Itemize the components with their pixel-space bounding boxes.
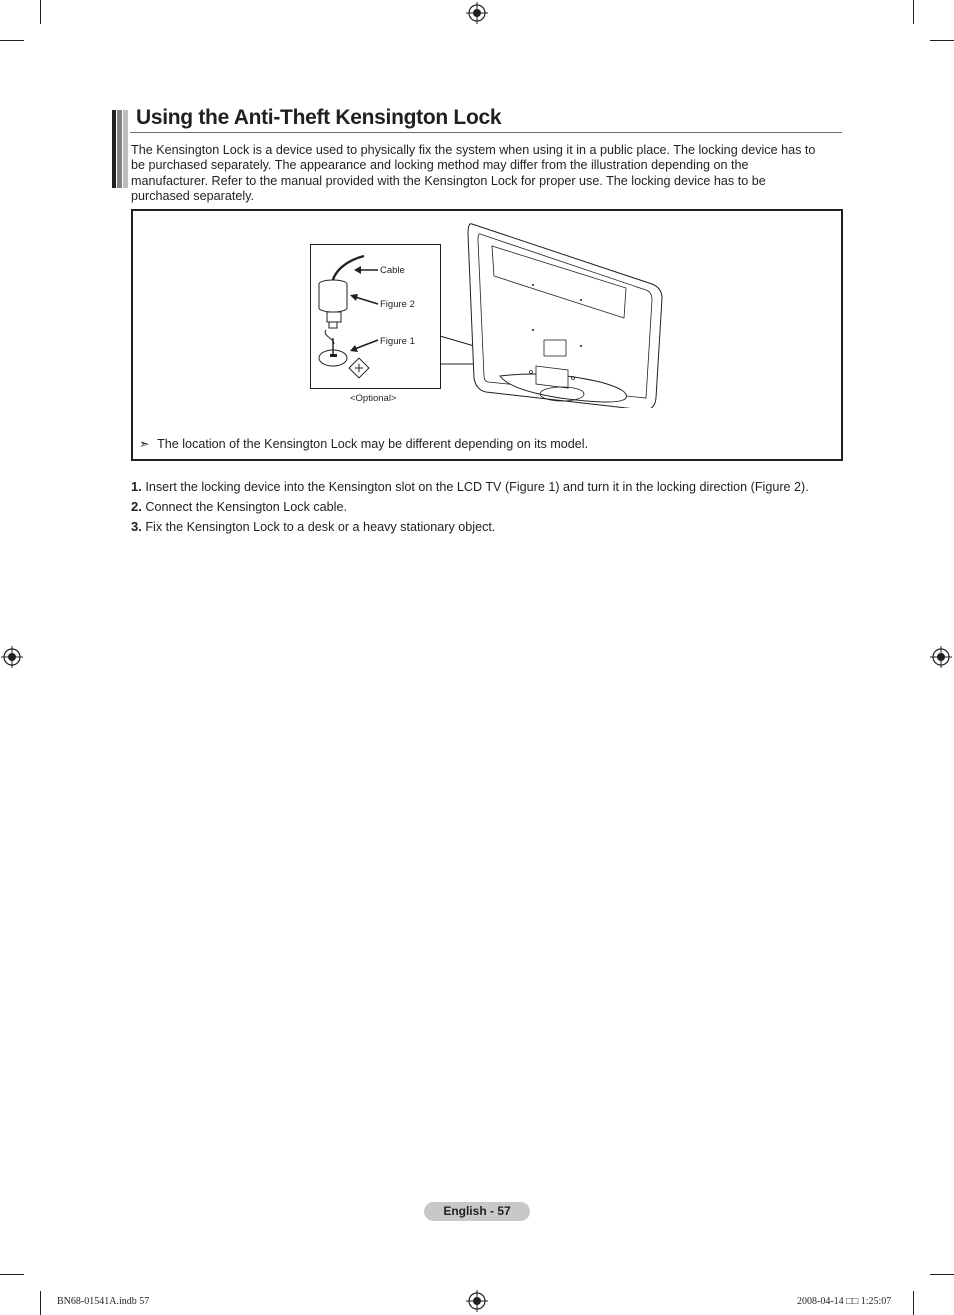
crop-mark [0, 40, 24, 41]
page-title: Using the Anti-Theft Kensington Lock [136, 106, 502, 129]
timestamp: 2008-04-14 □□ 1:25:07 [797, 1296, 892, 1307]
registration-mark-icon [1, 646, 23, 668]
crop-mark [0, 1274, 24, 1275]
crop-mark [913, 0, 914, 24]
steps-list [131, 479, 809, 539]
intro-paragraph: The Kensington Lock is a device used to physically fix the system when using it in a public place. The locking device has to be purchased separately. The appearance and locking method may differ from the illustration depending on the manufacturer. Refer to the manual provided with the Kensington Lock for proper use. The locking device has to be purchased separately. [131, 143, 816, 204]
note-arrow-icon: ➣ [139, 437, 150, 451]
page-number-badge: English - 57 [424, 1202, 530, 1221]
tv-rear-illustration [468, 224, 662, 408]
figure-note [139, 436, 588, 451]
file-info: BN68-01541A.indb 57 [57, 1296, 150, 1307]
crop-mark [40, 1291, 41, 1315]
step-item: 3. Fix the Kensington Lock to a desk or a heavy stationary object. [131, 519, 496, 534]
title-divider [130, 132, 842, 133]
label-cable: Cable [380, 265, 405, 276]
registration-mark-icon [930, 646, 952, 668]
kensington-lock-illustration [300, 218, 680, 408]
title-accent-bars [112, 110, 128, 188]
label-figure-1: Figure 1 [380, 336, 415, 347]
step-item: 2. Connect the Kensington Lock cable. [131, 499, 347, 514]
registration-mark-icon [466, 2, 488, 24]
registration-mark-icon [466, 1290, 488, 1312]
crop-mark [930, 40, 954, 41]
crop-mark [913, 1291, 914, 1315]
label-figure-2: Figure 2 [380, 299, 415, 310]
label-optional: <Optional> [350, 393, 397, 404]
crop-mark [930, 1274, 954, 1275]
note-text: The location of the Kensington Lock may be different depending on its model. [157, 437, 589, 451]
step-item: 1. Insert the locking device into the Kensington slot on the LCD TV (Figure 1) and turn it in the locking direction (Figure 2). [131, 479, 809, 494]
crop-mark [40, 0, 41, 24]
